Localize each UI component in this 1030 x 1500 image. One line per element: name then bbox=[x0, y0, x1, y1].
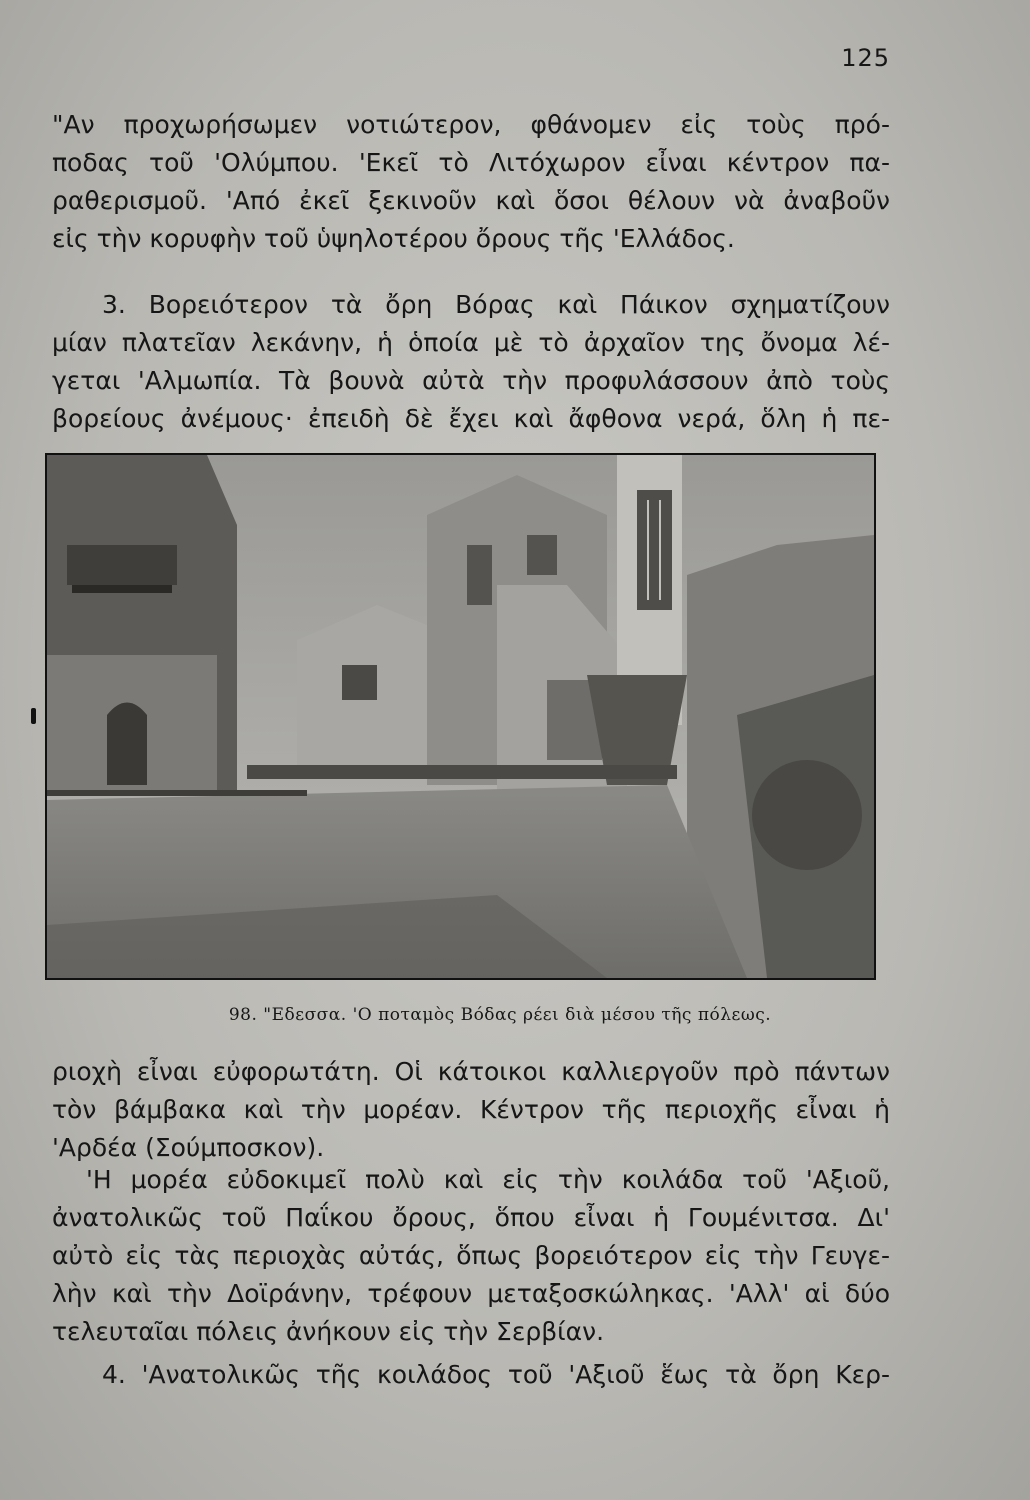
paragraph-axios-east bbox=[52, 1356, 890, 1394]
text-line: γεται 'Αλμωπία. Τὰ βουνὰ αὐτὰ τὴν προφυλάσσουν ἀπὸ τοὺς bbox=[52, 366, 890, 395]
text-line: 'Η μορέα εὐδοκιμεῖ πολὺ καὶ εἰς τὴν κοιλάδα τοῦ 'Αξιοῦ, bbox=[86, 1165, 890, 1194]
edessa-photograph bbox=[45, 453, 876, 980]
page-number: 125 bbox=[841, 44, 890, 72]
text-line: μίαν πλατεῖαν λεκάνην, ἡ ὁποία μὲ τὸ ἀρχαῖον της ὄνομα λέ- bbox=[52, 328, 890, 357]
paragraph-almopia bbox=[52, 286, 890, 438]
text-line: αὐτὸ εἰς τὰς περιοχὰς αὐτάς, ὅπως βορειότερον εἰς τὴν Γευγε- bbox=[52, 1241, 890, 1270]
text-line: λὴν καὶ τὴν Δοϊράνην, τρέφουν μεταξοσκώληκας. 'Αλλ' αἱ δύο bbox=[52, 1279, 890, 1308]
text-line: εἰς τὴν κορυφὴν τοῦ ὑψηλοτέρου ὄρους τῆς 'Ελλάδος. bbox=[52, 224, 735, 253]
text-line: 4. 'Ανατολικῶς τῆς κοιλάδος τοῦ 'Αξιοῦ ἕως τὰ ὄρη Κερ- bbox=[102, 1360, 890, 1389]
river-town-illustration bbox=[47, 455, 874, 978]
text-line: ριοχὴ εἶναι εὐφορωτάτη. Οἱ κάτοικοι καλλιεργοῦν πρὸ πάντων bbox=[52, 1057, 890, 1086]
text-line: 3. Βορειότερον τὰ ὄρη Βόρας καὶ Πάικον σχηματίζουν bbox=[102, 290, 890, 319]
text-line: τὸν βάμβακα καὶ τὴν μορέαν. Κέντρον τῆς περιοχῆς εἶναι ἡ bbox=[52, 1095, 890, 1124]
paragraph-olympus bbox=[52, 106, 890, 258]
text-line: "Αν προχωρήσωμεν νοτιώτερον, φθάνομεν εἰς τοὺς πρό- bbox=[52, 110, 890, 139]
margin-ink-mark bbox=[31, 708, 36, 724]
text-line: 'Αρδέα (Σούμποσκον). bbox=[52, 1133, 325, 1162]
paragraph-morea bbox=[52, 1161, 890, 1351]
figure-caption: 98. "Εδεσσα. 'Ο ποταμὸς Βόδας ρέει διὰ μέσου τῆς πόλεως. bbox=[228, 1005, 772, 1025]
text-line: ἀνατολικῶς τοῦ Παΐκου ὄρους, ὅπου εἶναι ἡ Γουμένιτσα. Δι' bbox=[52, 1203, 890, 1232]
text-line: ραθερισμοῦ. 'Από ἐκεῖ ξεκινοῦν καὶ ὅσοι θέλουν νὰ ἀναβοῦν bbox=[52, 186, 890, 215]
text-line: βορείους ἀνέμους· ἐπειδὴ δὲ ἔχει καὶ ἄφθονα νερά, ὅλη ἡ πε- bbox=[52, 404, 890, 433]
text-line: ποδας τοῦ 'Ολύμπου. 'Εκεῖ τὸ Λιτόχωρον εἶναι κέντρον πα- bbox=[52, 148, 890, 177]
text-line: τελευταῖαι πόλεις ἀνήκουν εἰς τὴν Σερβίαν. bbox=[52, 1317, 605, 1346]
paragraph-ardea bbox=[52, 1053, 890, 1167]
